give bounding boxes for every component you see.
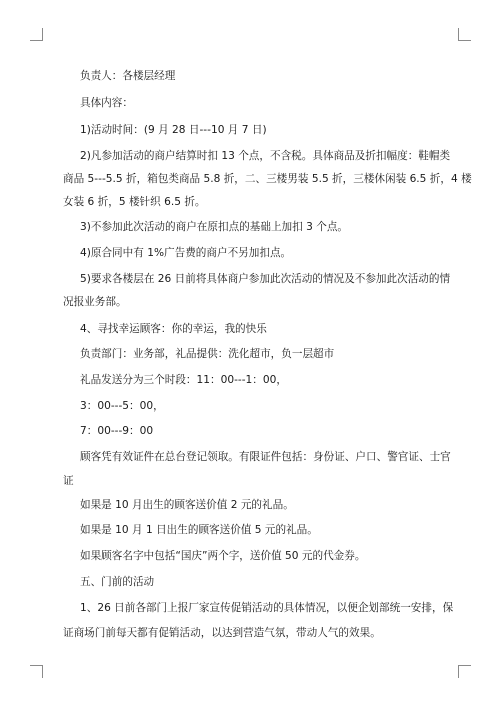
text-line: 2)凡参加活动的商户结算时扣 13 个点，不含税。具体商品及折扣幅度：鞋帽类 [80, 150, 451, 162]
text-line: 证 [63, 475, 74, 487]
text-line: 顾客凭有效证件在总台登记领取。有限证件包括：身份证、户口、警官证、士官 [80, 451, 451, 463]
text-line: 如果是 10 月 1 日出生的顾客送价值 5 元的礼品。 [80, 524, 318, 536]
text-line: 1、26 日前各部门上报厂家宣传促销活动的具体情况，以便企划部统一安排，保 [80, 602, 454, 614]
text-line: 1)活动时间：(9 月 28 日---10 月 7 日) [80, 124, 267, 136]
text-line: 7：00---9：00 [80, 425, 154, 437]
text-line: 3：00---5：00， [80, 400, 164, 412]
text-line: 4)原合同中有 1%广告费的商户不另加扣点。 [80, 247, 292, 259]
text-line: 负责部门：业务部，礼品提供：洗化超市，负一层超市 [80, 348, 335, 360]
text-line: 具体内容： [80, 97, 133, 109]
text-line: 如果顾客名字中包括“国庆”两个字，送价值 50 元的代金券。 [80, 550, 366, 562]
text-line: 证商场门前每天都有促销活动，以达到营造气氛，带动人气的效果。 [63, 627, 381, 639]
text-line: 女装 6 折，5 楼针织 6.5 折。 [63, 196, 206, 208]
text-line: 如果是 10 月出生的顾客送价值 2 元的礼品。 [80, 499, 294, 511]
text-line: 3)不参加此次活动的商户在原扣点的基础上加扣 3 个点。 [80, 221, 349, 233]
text-line: 况报业务部。 [63, 296, 127, 308]
text-line: 负责人：各楼层经理 [80, 70, 176, 82]
text-line: 礼品发送分为三个时段：11：00---1：00， [80, 374, 287, 386]
text-line: 5)要求各楼层在 26 日前将具体商户参加此次活动的情况及不参加此次活动的情 [80, 273, 451, 285]
text-line: 五、门前的活动 [80, 576, 155, 588]
text-line: 4、寻找幸运顾客：你的幸运，我的快乐 [80, 323, 267, 335]
text-line: 商品 5---5.5 折，箱包类商品 5.8 折，二、三楼男装 5.5 折，三楼休闲装 6.5 折，4 楼 [63, 173, 472, 185]
